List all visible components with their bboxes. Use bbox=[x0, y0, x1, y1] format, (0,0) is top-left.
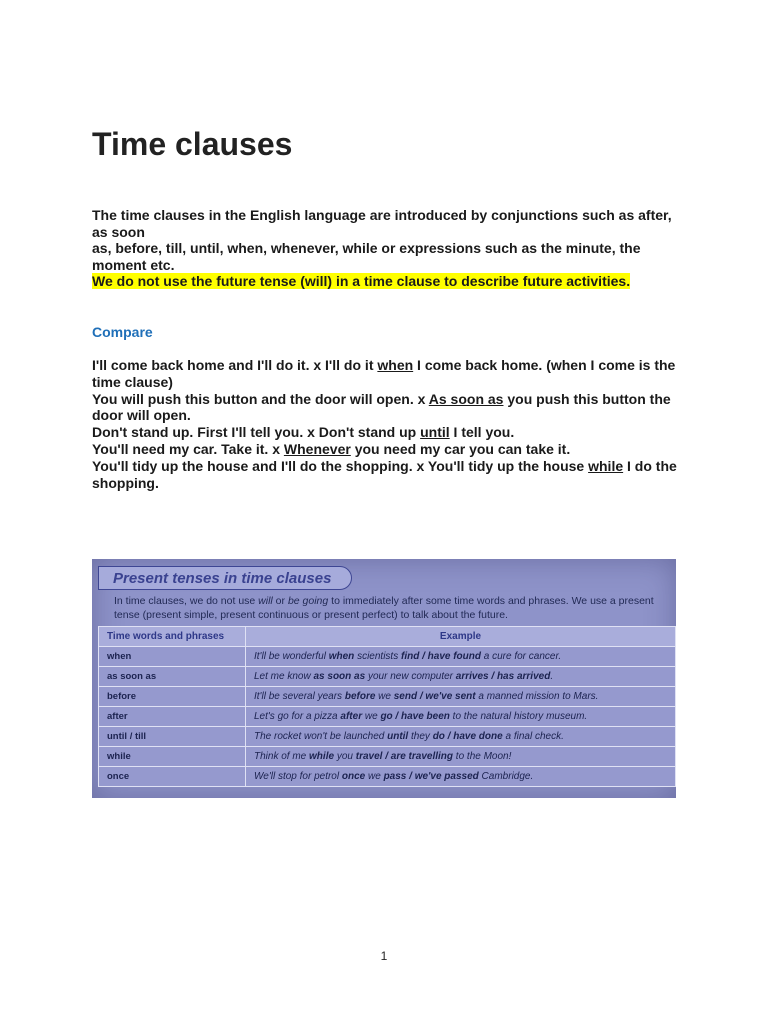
page-title: Time clauses bbox=[92, 126, 293, 162]
compare-heading: Compare bbox=[92, 324, 153, 340]
example-bold: go / have been bbox=[380, 711, 450, 722]
example-text: we bbox=[375, 691, 394, 702]
example-sentence bbox=[92, 458, 682, 492]
example-bold: send / we've sent bbox=[393, 691, 476, 702]
intro-line-2: as, before, till, until, when, whenever, while or expressions such as the minute, the moment etc. bbox=[92, 240, 641, 273]
example-sentences bbox=[92, 357, 682, 491]
example-text: Cambridge. bbox=[478, 771, 534, 782]
time-word-cell: while bbox=[99, 747, 246, 767]
example-text: to the natural history museum. bbox=[449, 711, 588, 722]
table-row bbox=[99, 647, 676, 667]
example-bold: as soon as bbox=[313, 671, 366, 682]
example-text: I do the shopping. bbox=[92, 457, 677, 491]
intro-line-1: The time clauses in the English language are introduced by conjunctions such as after, as soon bbox=[92, 207, 672, 240]
example-text: I come back home. (when I come is the time clause) bbox=[92, 357, 676, 390]
example-sentence bbox=[92, 391, 682, 425]
example-cell bbox=[246, 707, 676, 727]
time-word-cell: after bbox=[99, 707, 246, 727]
example-bold: when bbox=[328, 651, 355, 662]
example-text: to the Moon! bbox=[453, 751, 512, 762]
example-cell bbox=[246, 747, 676, 767]
intro-highlight bbox=[92, 273, 682, 290]
example-text: We'll stop for petrol bbox=[254, 771, 342, 782]
time-word-cell: before bbox=[99, 687, 246, 707]
photo-intro bbox=[114, 594, 662, 622]
example-text: a manned mission to Mars. bbox=[475, 691, 599, 702]
example-bold: pass / we've passed bbox=[383, 771, 479, 782]
example-keyword: while bbox=[588, 457, 624, 474]
example-keyword: Whenever bbox=[283, 440, 351, 457]
example-text: You'll tidy up the house and I'll do the shopping. x You'll tidy up the house bbox=[92, 457, 589, 474]
example-bold: arrives / has arrived bbox=[455, 671, 551, 682]
example-text: they bbox=[408, 731, 433, 742]
time-word-cell: until / till bbox=[99, 727, 246, 747]
example-text: Let me know bbox=[254, 671, 314, 682]
example-bold: find / have found bbox=[400, 651, 481, 662]
example-text: . bbox=[550, 671, 554, 682]
example-text: scientists bbox=[354, 651, 401, 662]
photo-intro-text: In time clauses, we do not use bbox=[114, 595, 259, 607]
table-body bbox=[99, 647, 676, 787]
example-sentence bbox=[92, 441, 682, 458]
table-row bbox=[99, 767, 676, 787]
example-bold: travel / are travelling bbox=[355, 751, 454, 762]
time-word-cell: as soon as bbox=[99, 667, 246, 687]
example-cell bbox=[246, 667, 676, 687]
intro-paragraph bbox=[92, 207, 682, 290]
photo-intro-text: to immediately after some time words and phrases. We use a present tense (present simple, present continuous or present perfect) to talk about the future. bbox=[114, 595, 654, 621]
example-sentence bbox=[92, 424, 682, 441]
example-text: your new computer bbox=[365, 671, 456, 682]
photo-title: Present tenses in time clauses bbox=[98, 566, 352, 590]
example-bold: once bbox=[341, 771, 366, 782]
table-row bbox=[99, 747, 676, 767]
time-words-table bbox=[98, 626, 676, 787]
table-row bbox=[99, 707, 676, 727]
example-text: we bbox=[362, 711, 381, 722]
example-bold: until bbox=[387, 731, 409, 742]
example-sentence bbox=[92, 357, 682, 391]
example-text: I'll come back home and I'll do it. x I'll do it bbox=[92, 357, 378, 373]
highlighted-rule: We do not use the future tense (will) in a time clause to describe future activities. bbox=[92, 273, 631, 290]
example-text: you bbox=[334, 751, 356, 762]
example-cell bbox=[246, 727, 676, 747]
example-text: It'll be wonderful bbox=[254, 651, 329, 662]
example-text: You'll need my car. Take it. x bbox=[92, 440, 284, 457]
example-text: Don't stand up. First I'll tell you. x Don't stand up bbox=[92, 424, 421, 441]
photo-intro-italic: will bbox=[258, 595, 273, 607]
example-bold: do / have done bbox=[432, 731, 503, 742]
example-bold: while bbox=[309, 751, 335, 762]
example-text: we bbox=[365, 771, 384, 782]
column-header-time-words: Time words and phrases bbox=[99, 627, 246, 647]
time-word-cell: once bbox=[99, 767, 246, 787]
table-row bbox=[99, 667, 676, 687]
example-text: a final check. bbox=[502, 731, 564, 742]
example-keyword: As soon as bbox=[428, 390, 504, 407]
table-header-row bbox=[99, 627, 676, 647]
example-text: you need my car you can take it. bbox=[350, 440, 571, 457]
table-row bbox=[99, 687, 676, 707]
photo-intro-italic: be going bbox=[287, 595, 329, 607]
example-text: Let's go for a pizza bbox=[254, 711, 341, 722]
example-text: you push this button the door will open. bbox=[92, 390, 671, 424]
example-text: a cure for cancer. bbox=[480, 651, 562, 662]
example-bold: after bbox=[340, 711, 363, 722]
table-row bbox=[99, 727, 676, 747]
page-number: 1 bbox=[380, 949, 388, 963]
example-keyword: until bbox=[420, 424, 450, 441]
time-word-cell: when bbox=[99, 647, 246, 667]
column-header-example: Example bbox=[246, 627, 676, 647]
example-cell bbox=[246, 647, 676, 667]
example-text: Think of me bbox=[254, 751, 310, 762]
example-text: You will push this button and the door will open. x bbox=[92, 390, 429, 407]
photo-intro-text: or bbox=[272, 595, 288, 607]
example-text: The rocket won't be launched bbox=[254, 731, 388, 742]
example-cell bbox=[246, 687, 676, 707]
example-text: I tell you. bbox=[449, 424, 515, 441]
example-text: It'll be several years bbox=[254, 691, 345, 702]
example-bold: before bbox=[344, 691, 376, 702]
example-cell bbox=[246, 767, 676, 787]
example-keyword: when bbox=[377, 357, 414, 373]
textbook-photo bbox=[92, 559, 676, 798]
